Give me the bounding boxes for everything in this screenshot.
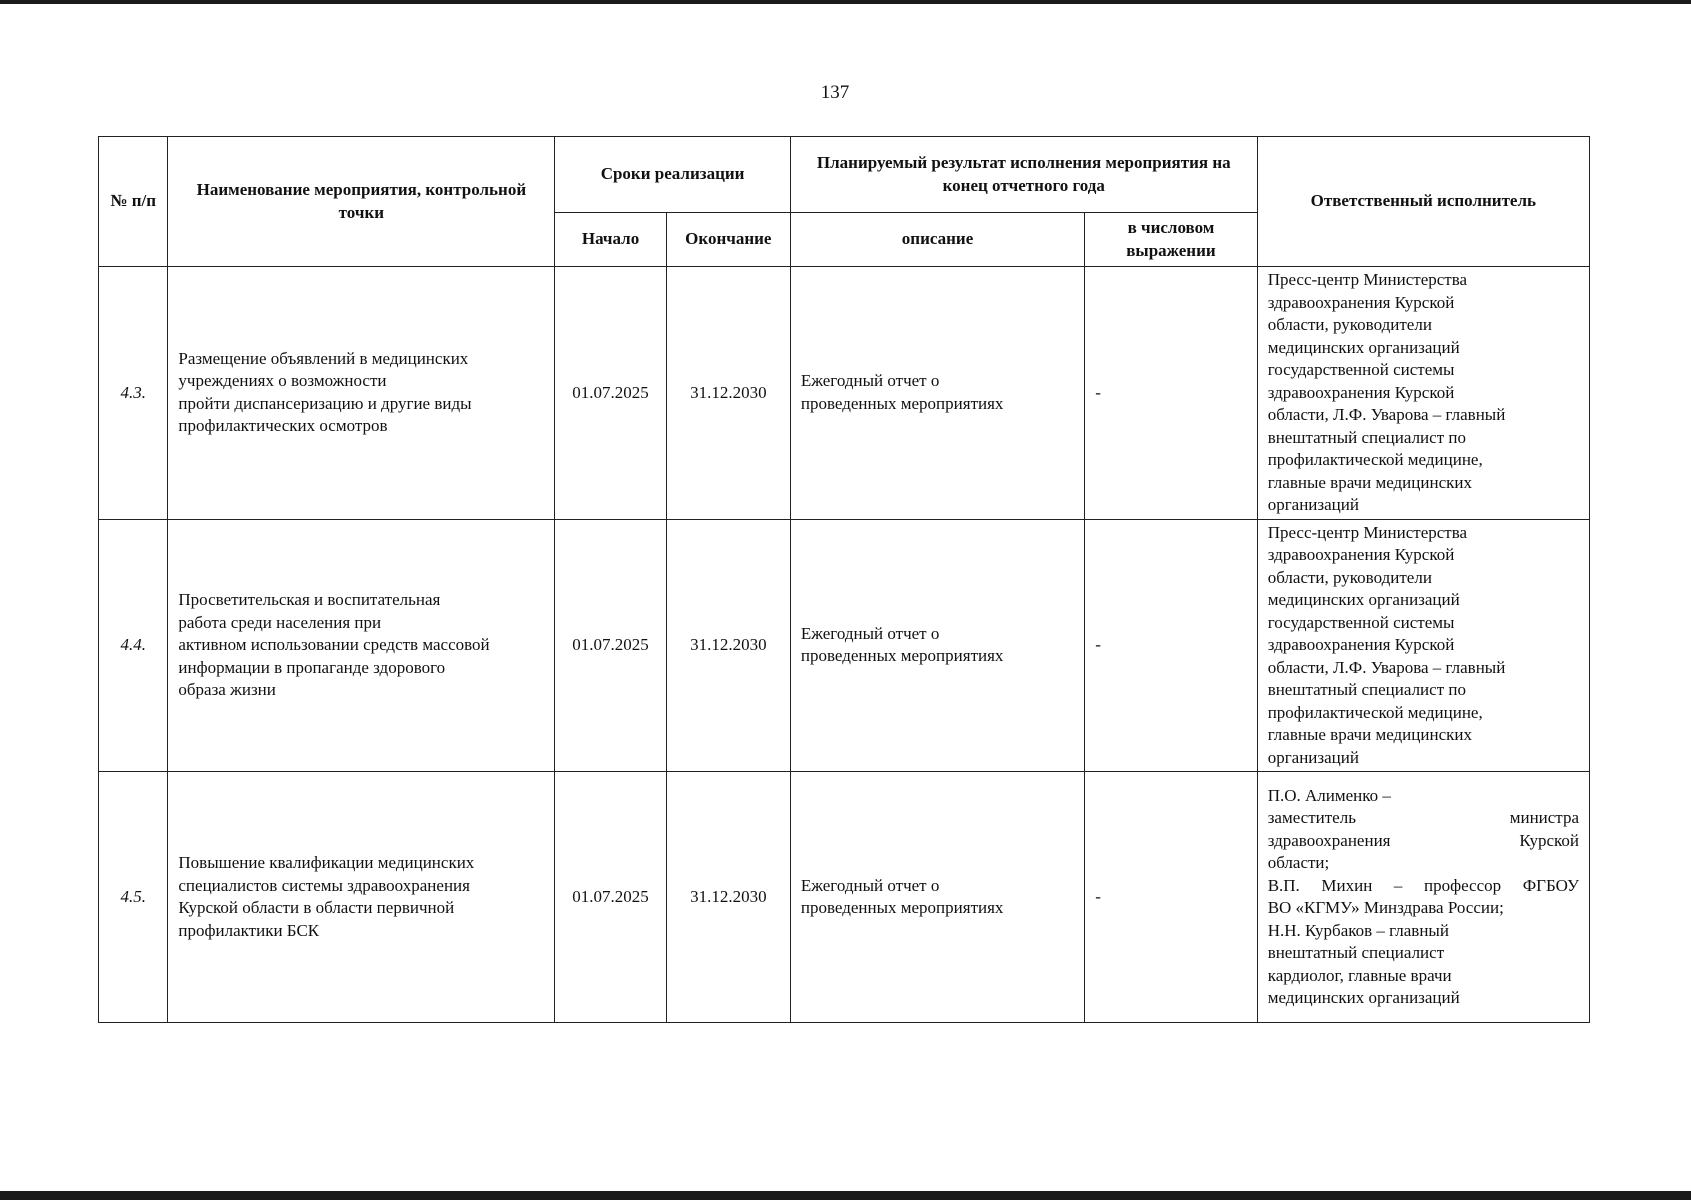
responsible-line: внештатный специалист по xyxy=(1267,680,1466,699)
scan-edge-top xyxy=(0,0,1691,4)
responsible-line: здравоохранения Курской xyxy=(1267,635,1455,654)
result-description-line: проведенных мероприятиях xyxy=(800,393,1004,413)
activity-name-line: пройти диспансеризацию и другие виды xyxy=(178,393,472,413)
table-row xyxy=(99,519,1590,772)
responsible-line: области; xyxy=(1267,853,1330,872)
responsible-line: медицинских организаций xyxy=(1267,988,1460,1007)
activity-name-line: образа жизни xyxy=(178,680,276,699)
table-row xyxy=(99,267,1590,520)
header-name: Наименование мероприятия, контрольной точки xyxy=(168,137,555,267)
responsible-line: здравоохранения Курской xyxy=(1267,382,1455,402)
responsible-line: здравоохранения Курской xyxy=(1267,292,1455,312)
responsible-line: Пресс-центр Министерства xyxy=(1267,270,1468,289)
responsible-line: здравоохранения Курской xyxy=(1267,545,1455,564)
responsible-line: главные врачи медицинских xyxy=(1267,472,1472,492)
header-end: Окончание xyxy=(666,213,790,267)
header-desc: описание xyxy=(790,213,1084,267)
table-row xyxy=(99,772,1590,1023)
result-description xyxy=(790,772,1084,1023)
result-value: - xyxy=(1085,772,1257,1023)
header-result: Планируемый результат исполнения мероприятия на конец отчетного года xyxy=(790,137,1257,213)
start-date: 01.07.2025 xyxy=(555,267,666,520)
activity-name-line: специалистов системы здравоохранения xyxy=(178,875,470,895)
result-value: - xyxy=(1085,519,1257,772)
responsible-line: ВО «КГМУ» Минздрава России; xyxy=(1267,898,1504,917)
responsible-line: здравоохранения Курской xyxy=(1267,830,1579,850)
header-start: Начало xyxy=(555,213,666,267)
responsible-executor xyxy=(1257,772,1589,1023)
responsible-line: профилактической медицине, xyxy=(1267,450,1483,469)
activities-table xyxy=(98,136,1590,1023)
activity-name-line: Повышение квалификации медицинских xyxy=(178,853,475,872)
activity-name-line: Размещение объявлений в медицинских xyxy=(178,348,469,368)
row-number: 4.5. xyxy=(99,772,168,1023)
responsible-line: Н.Н. Курбаков – главный xyxy=(1267,920,1449,940)
header-row-1 xyxy=(99,137,1590,213)
header-num: № п/п xyxy=(99,137,168,267)
activity-name-line: информации в пропаганде здорового xyxy=(178,657,446,677)
row-number: 4.3. xyxy=(99,267,168,520)
result-description-line: проведенных мероприятиях xyxy=(800,898,1004,917)
activity-name xyxy=(168,267,555,520)
responsible-executor xyxy=(1257,267,1589,520)
scan-edge-bottom xyxy=(0,1191,1691,1200)
activity-name-line: работа среди населения при xyxy=(178,612,382,632)
responsible-line: кардиолог, главные врачи xyxy=(1267,965,1452,985)
header-responsible: Ответственный исполнитель xyxy=(1257,137,1589,267)
responsible-line: организаций xyxy=(1267,495,1359,514)
responsible-line: внештатный специалист xyxy=(1267,943,1445,962)
end-date: 31.12.2030 xyxy=(666,519,790,772)
result-description xyxy=(790,267,1084,520)
header-value: в числовом выражении xyxy=(1085,213,1257,267)
responsible-line: области, Л.Ф. Уварова – главный xyxy=(1267,657,1506,677)
activity-name-line: Просветительская и воспитательная xyxy=(178,590,441,609)
activity-name-line: профилактических осмотров xyxy=(178,416,388,436)
start-date: 01.07.2025 xyxy=(555,772,666,1023)
page-number: 137 xyxy=(820,82,850,103)
header-terms: Сроки реализации xyxy=(555,137,791,213)
result-description xyxy=(790,519,1084,772)
responsible-line: области, руководители xyxy=(1267,315,1432,334)
result-description-line: Ежегодный отчет о xyxy=(800,875,940,895)
end-date: 31.12.2030 xyxy=(666,772,790,1023)
start-date: 01.07.2025 xyxy=(555,519,666,772)
end-date: 31.12.2030 xyxy=(666,267,790,520)
activity-name xyxy=(168,519,555,772)
responsible-line: профилактической медицине, xyxy=(1267,702,1483,722)
responsible-line: главные врачи медицинских xyxy=(1267,725,1472,744)
responsible-line: В.П. Михин – профессор ФГБОУ xyxy=(1267,875,1579,895)
responsible-line: медицинских организаций xyxy=(1267,337,1460,357)
responsible-line: государственной системы xyxy=(1267,612,1455,632)
row-number: 4.4. xyxy=(99,519,168,772)
activity-name-line: учреждениях о возможности xyxy=(178,371,387,391)
result-description-line: проведенных мероприятиях xyxy=(800,646,1004,666)
responsible-line: организаций xyxy=(1267,747,1359,767)
responsible-line: государственной системы xyxy=(1267,360,1455,379)
responsible-line: П.О. Алименко – xyxy=(1267,785,1391,805)
responsible-line: области, руководители xyxy=(1267,567,1432,587)
activity-name-line: профилактики БСК xyxy=(178,920,320,940)
result-value: - xyxy=(1085,267,1257,520)
activity-name-line: активном использовании средств массовой xyxy=(178,635,490,654)
responsible-line: области, Л.Ф. Уварова – главный xyxy=(1267,405,1506,424)
result-description-line: Ежегодный отчет о xyxy=(800,371,940,391)
activity-name-line: Курской области в области первичной xyxy=(178,898,455,917)
responsible-line: заместитель министра xyxy=(1267,808,1579,827)
responsible-line: Пресс-центр Министерства xyxy=(1267,522,1468,542)
activity-name xyxy=(168,772,555,1023)
responsible-line: внештатный специалист по xyxy=(1267,427,1466,447)
responsible-executor xyxy=(1257,519,1589,772)
result-description-line: Ежегодный отчет о xyxy=(800,623,940,643)
responsible-line: медицинских организаций xyxy=(1267,590,1460,609)
